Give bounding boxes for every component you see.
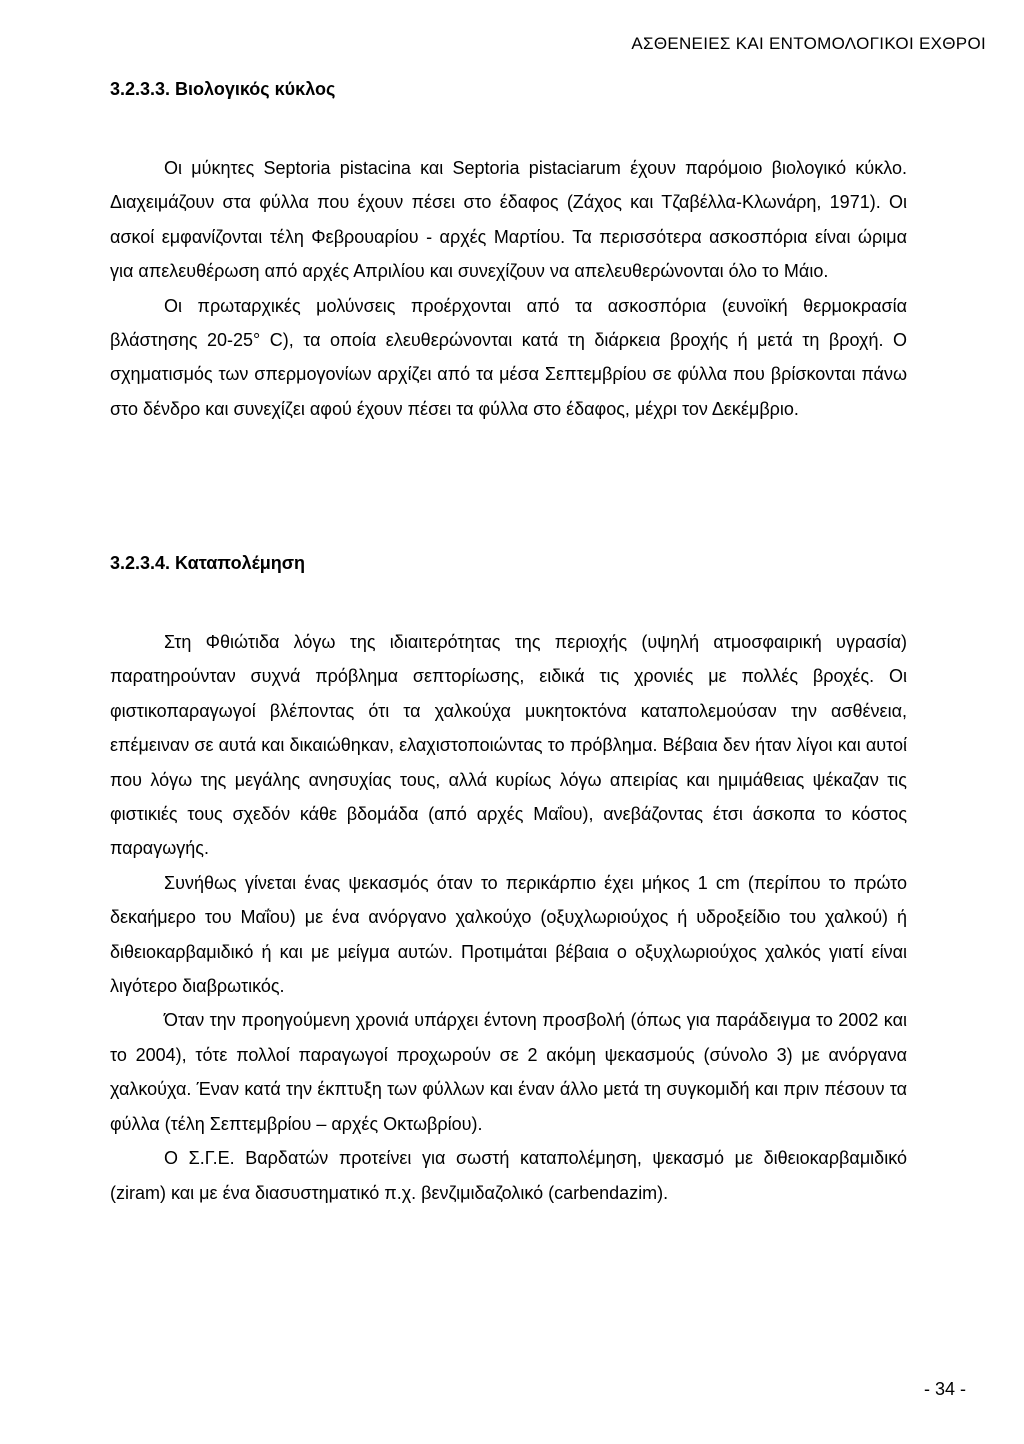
paragraph: Οι πρωταρχικές μολύνσεις προέρχονται από τα ασκοσπόρια (ευνοϊκή θερμοκρασία βλάστησης 20-25° C), τα οποία ελευθερώνονται κατά τη διάρκεια βροχής ή μετά τη βροχή. Ο σχηματισμός των σπερμογονίων αρχίζει από τα μέσα Σεπτεμβρίου σε φύλλα που βρίσκονται πάνω στο δένδρο και συνεχίζει αφού έχουν πέσει τα φύλλα στο έδαφος, μέχρι τον Δεκέμβριο. xyxy=(110,295,907,419)
section-body-control xyxy=(110,625,907,1210)
paragraph: Οι μύκητες Septoria pistacina και Septoria pistaciarum έχουν παρόμοιο βιολογικό κύκλο. Διαχειμάζουν στα φύλλα που έχουν πέσει στο έδαφος (Ζάχος και Τζαβέλλα-Κλωνάρη, 1971). Οι ασκοί εμφανίζονται τέλη Φεβρουαρίου - αρχές Μαρτίου. Τα περισσότερα ασκοσπόρια είναι ώριμα για απελευθέρωση από αρχές Απριλίου και συνεχίζουν να απελευθερώνονται όλο το Μάιο. xyxy=(110,158,907,282)
section-body-life-cycle xyxy=(110,151,907,426)
paragraph: Συνήθως γίνεται ένας ψεκασμός όταν το περικάρπιο έχει μήκος 1 cm (περίπου το πρώτο δεκαήμερο του Μαΐου) με ένα ανόργανο χαλκούχο (οξυχλωριούχος ή υδροξείδιο του χαλκού) ή διθειοκαρβαμιδικό ή και με μείγμα αυτών. Προτιμάται βέβαια ο οξυχλωριούχος χαλκός γιατί είναι λιγότερο διαβρωτικός. xyxy=(110,872,907,997)
section-heading-life-cycle: 3.2.3.3. Βιολογικός κύκλος xyxy=(110,79,336,99)
paragraph: Όταν την προηγούμενη χρονιά υπάρχει έντονη προσβολή (όπως για παράδειγμα το 2002 και το 2004), τότε πολλοί παραγωγοί προχωρούν σε 2 ακόμη ψεκασμούς (σύνολο 3) με ανόργανα χαλκούχα. Έναν κατά την έκπτυξη των φύλλων και έναν άλλο μετά τη συγκομιδή και πριν πέσουν τα φύλλα (τέλη Σεπτεμβρίου – αρχές Οκτωβρίου). xyxy=(110,1010,907,1134)
paragraph: Ο Σ.Γ.Ε. Βαρδατών προτείνει για σωστή καταπολέμηση, ψεκασμό με διθειοκαρβαμιδικό (ziram) και με ένα διασυστηματικό π.χ. βενζιμιδαζολικό (carbendazim). xyxy=(110,1148,907,1203)
running-header: ΑΣΘΕΝΕΙΕΣ ΚΑΙ ΕΝΤΟΜΟΛΟΓΙΚΟΙ ΕΧΘΡΟΙ xyxy=(631,34,986,53)
paragraph: Στη Φθιώτιδα λόγω της ιδιαιτερότητας της περιοχής (υψηλή ατμοσφαιρική υγρασία) παρατηρούνταν συχνά πρόβλημα σεπτορίωσης, ειδικά τις χρονιές με πολλές βροχές. Οι φιστικοπαραγωγοί βλέποντας ότι τα χαλκούχα μυκητοκτόνα καταπολεμούσαν την ασθένεια, επέμειναν σε αυτά και δικαιώθηκαν, ελαχιστοποιώντας το πρόβλημα. Βέβαια δεν ήταν λίγοι και αυτοί που λόγω της μεγάλης ανησυχίας τους, αλλά κυρίως λόγω απειρίας και ημιμάθειας ψέκαζαν τις φιστικιές τους σχεδόν κάθε βδομάδα (από αρχές Μαΐου), ανεβάζοντας έτσι άσκοπα το κόστος παραγωγής. xyxy=(110,632,907,859)
page-number: - 34 - xyxy=(923,1379,966,1399)
section-heading-control: 3.2.3.4. Καταπολέμηση xyxy=(110,553,306,573)
